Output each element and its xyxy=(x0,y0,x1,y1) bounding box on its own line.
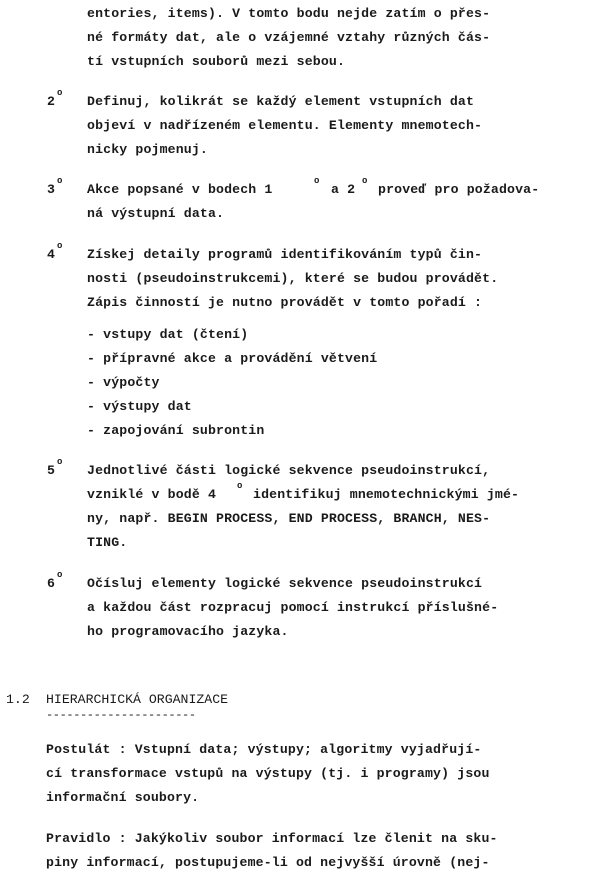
pravidlo-line-2: piny informací, postupujeme-li od nejvyšší úrovně (nej- xyxy=(46,855,490,870)
step-4-bullet-3: - výpočty xyxy=(87,375,160,390)
step-5-degree: o xyxy=(57,457,63,467)
step-6-line-3: ho programovacího jazyka. xyxy=(87,624,289,639)
step-4-bullet-1: - vstupy dat (čtení) xyxy=(87,327,249,342)
section-title: HIERARCHICKÁ ORGANIZACE xyxy=(46,692,229,707)
intro-line-1: entories, items). V tomto bodu nejde zatím o přes- xyxy=(87,6,491,21)
step-3-number: 3 xyxy=(47,182,55,197)
intro-line-3: tí vstupních souborů mezi sebou. xyxy=(87,54,346,69)
step-3-line-1a: Akce popsané v bodech 1 xyxy=(87,182,273,197)
step-3-degree: o xyxy=(57,176,63,186)
step-2-number: 2 xyxy=(47,94,55,109)
step-2-degree: o xyxy=(57,88,63,98)
pravidlo-line-1: Pravidlo : Jakýkoliv soubor informací lze členit na sku- xyxy=(46,831,498,846)
step-5-line-2a: vzniklé v bodě 4 xyxy=(87,487,217,502)
step-4-number: 4 xyxy=(47,247,55,262)
section-title-underline: ---------------------- xyxy=(46,708,196,722)
section-number: 1.2 xyxy=(6,692,30,707)
step-4-line-3: Zápis činností je nutno provádět v tomto pořadí : xyxy=(87,295,483,310)
postulat-line-3: informační soubory. xyxy=(46,790,200,805)
step-2-line-1: Definuj, kolikrát se každý element vstupních dat xyxy=(87,94,475,109)
step-4-degree: o xyxy=(57,241,63,251)
step-5-line-2-degree: o xyxy=(237,481,243,491)
postulat-line-2: cí transformace vstupů na výstupy (tj. i programy) jsou xyxy=(46,766,490,781)
step-2-line-3: nicky pojmenuj. xyxy=(87,142,208,157)
step-4-bullet-2: - přípravné akce a provádění větvení xyxy=(87,351,378,366)
step-5-number: 5 xyxy=(47,463,55,478)
step-5-line-1: Jednotlivé části logické sekvence pseudoinstrukcí, xyxy=(87,463,491,478)
step-4-bullet-5: - zapojování subrontin xyxy=(87,423,265,438)
step-4-bullet-4: - výstupy dat xyxy=(87,399,192,414)
step-6-degree: o xyxy=(57,570,63,580)
step-3-line-1-degree-2: o xyxy=(362,176,368,186)
step-5-line-2b: identifikuj mnemotechnickými jmé- xyxy=(253,487,520,502)
step-5-line-3: ny, např. BEGIN PROCESS, END PROCESS, BRANCH, NES- xyxy=(87,511,491,526)
step-6-line-1: Očísluj elementy logické sekvence pseudoinstrukcí xyxy=(87,576,483,591)
step-6-number: 6 xyxy=(47,576,55,591)
intro-line-2: né formáty dat, ale o vzájemné vztahy různých čás- xyxy=(87,30,491,45)
step-5-line-4: TING. xyxy=(87,535,128,550)
step-4-line-2: nosti (pseudoinstrukcemi), které se budou provádět. xyxy=(87,271,499,286)
step-3-line-2: ná výstupní data. xyxy=(87,206,225,221)
step-4-line-1: Získej detaily programů identifikováním typů čin- xyxy=(87,247,483,262)
step-6-line-2: a každou část rozpracuj pomocí instrukcí příslušné- xyxy=(87,600,499,615)
step-3-line-1c: proveď pro požadova- xyxy=(378,182,540,197)
step-2-line-2: objeví v nadřízeném elementu. Elementy mnemotech- xyxy=(87,118,483,133)
postulat-line-1: Postulát : Vstupní data; výstupy; algoritmy vyjadřují- xyxy=(46,742,482,757)
step-3-line-1-degree-1: o xyxy=(314,176,320,186)
step-3-line-1b: a 2 xyxy=(331,182,356,197)
